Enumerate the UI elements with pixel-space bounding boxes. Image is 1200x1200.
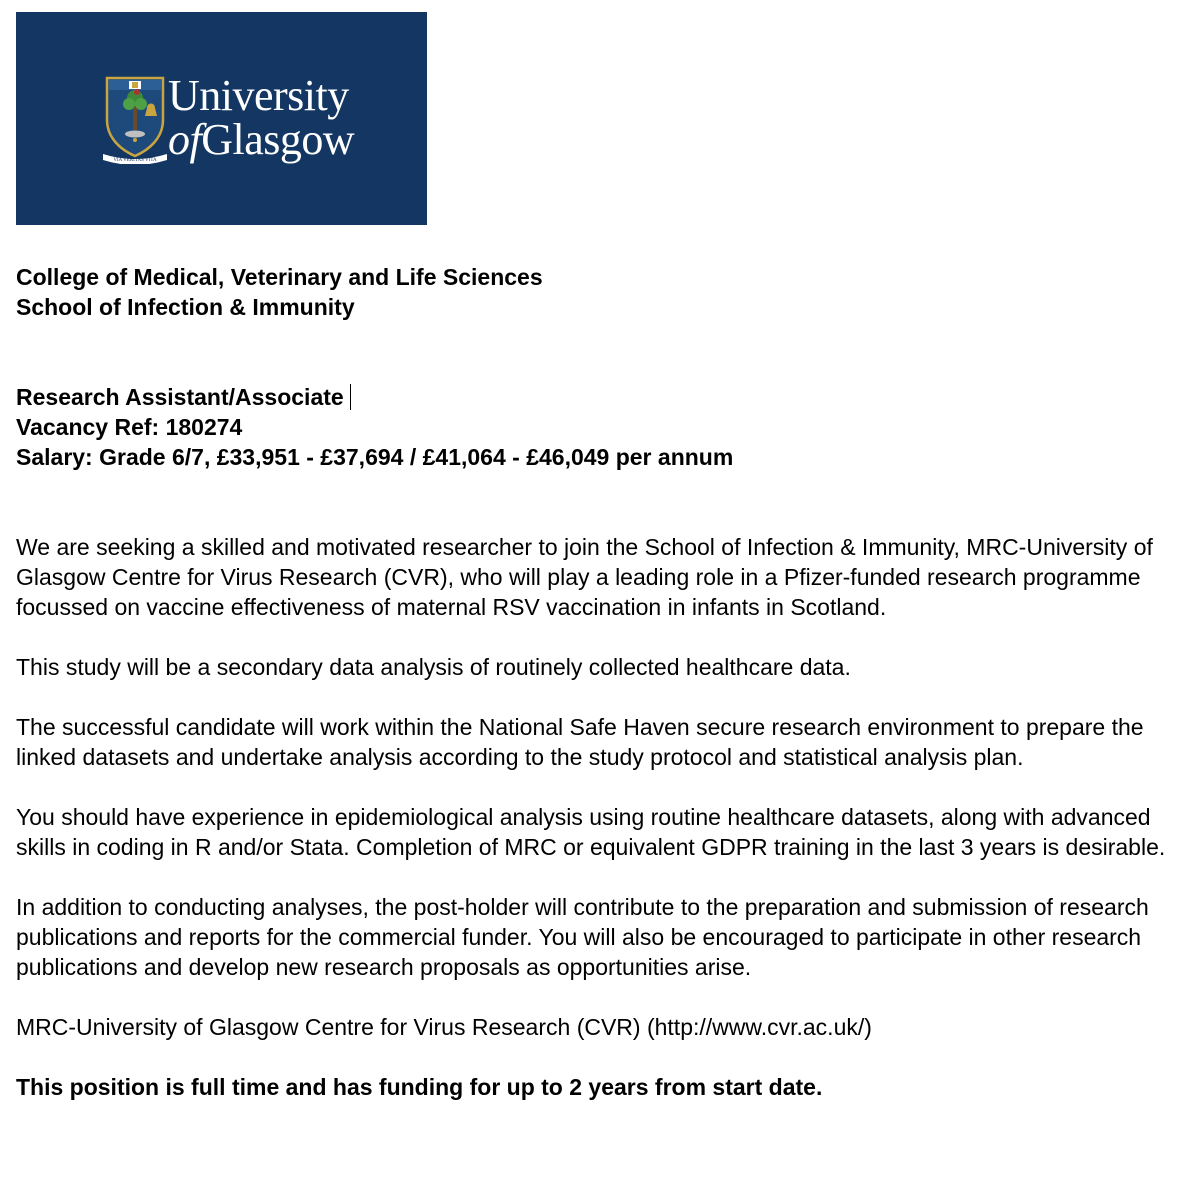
- vacancy-document: [16, 262, 1196, 1102]
- university-logo-banner: [16, 12, 427, 225]
- college-header: [16, 262, 1196, 322]
- school-name: School of Infection & Immunity: [16, 294, 355, 320]
- text-cursor: [350, 384, 351, 410]
- job-title-line: [16, 382, 1196, 412]
- wordmark-line-2: [168, 115, 355, 164]
- wordmark-line-1: University: [168, 71, 349, 120]
- salary: Salary: Grade 6/7, £33,951 - £37,694 / £41,064 - £46,049 per annum: [16, 444, 734, 470]
- university-wordmark: [168, 71, 355, 164]
- vacancy-ref: Vacancy Ref: 180274: [16, 414, 243, 440]
- paragraph-funding: This position is full time and has funding for up to 2 years from start date.: [16, 1074, 823, 1100]
- paragraph-candidate: The successful candidate will work within the National Safe Haven secure research environment to prepare the linked datasets and undertake analysis according to the study protocol and statistical analysis plan.: [16, 714, 1144, 770]
- paragraph-intro: We are seeking a skilled and motivated researcher to join the School of Infection & Immunity, MRC-University of Glasgow Centre for Virus Research (CVR), who will play a leading role in a Pfizer-funded research programme focussed on vaccine effectiveness of maternal RSV vaccination in infants in Scotland.: [16, 534, 1153, 620]
- university-crest-icon: [103, 74, 167, 164]
- paragraph-experience: You should have experience in epidemiological analysis using routine healthcare datasets, along with advanced skills in coding in R and/or Stata. Completion of MRC or equivalent GDPR training in the last 3 years is desirable.: [16, 804, 1166, 860]
- college-name: College of Medical, Veterinary and Life Sciences: [16, 264, 543, 290]
- paragraph-duties: In addition to conducting analyses, the post-holder will contribute to the preparation and submission of research publications and reports for the commercial funder. You will also be encouraged to participate in other research publications and develop new research proposals as opportunities arise.: [16, 894, 1149, 980]
- job-title: Research Assistant/Associate: [16, 384, 344, 410]
- wordmark-of: of: [168, 115, 202, 164]
- svg-text:VIA VERITAS VITA: VIA VERITAS VITA: [113, 158, 157, 163]
- job-header: [16, 382, 1196, 472]
- paragraph-cvr-link: MRC-University of Glasgow Centre for Virus Research (CVR) (http://www.cvr.ac.uk/): [16, 1014, 872, 1040]
- paragraph-study: This study will be a secondary data analysis of routinely collected healthcare data.: [16, 654, 851, 680]
- wordmark-name: Glasgow: [201, 115, 355, 164]
